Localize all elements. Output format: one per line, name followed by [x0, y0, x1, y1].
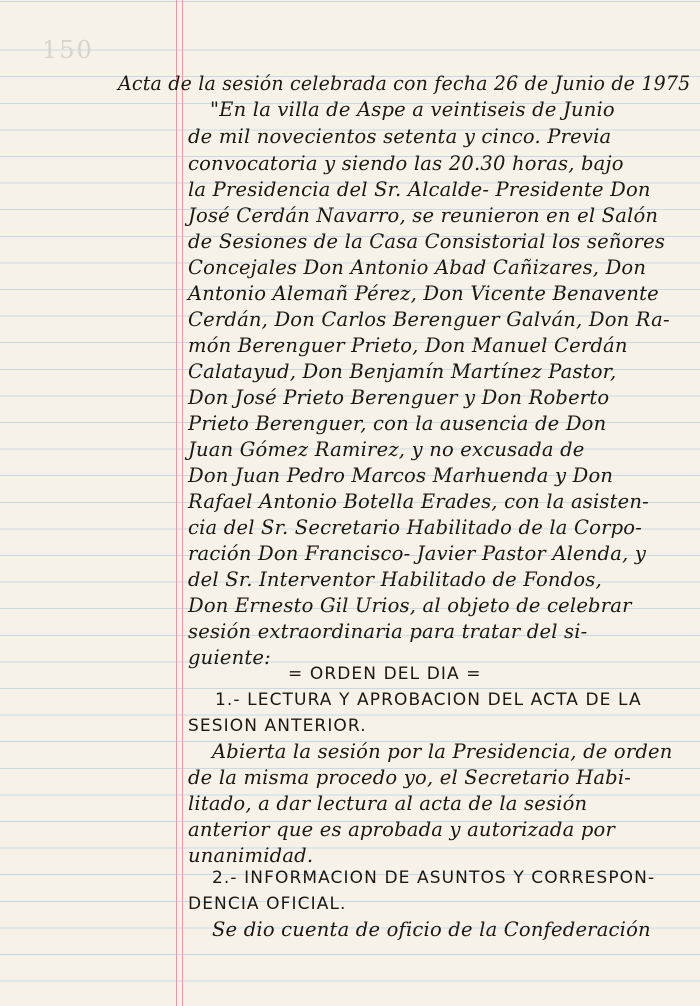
text-line: guiente: [188, 646, 271, 669]
text-line: "En la villa de Aspe a veintiseis de Junio [210, 98, 615, 121]
agenda-item-heading: 2.- INFORMACION DE ASUNTOS Y CORRESPON- [212, 868, 656, 888]
text-line: Rafael Antonio Botella Erades, con la asisten- [188, 490, 649, 513]
text-line: Juan Gómez Ramirez, y no excusada de [188, 438, 585, 461]
text-line: Don Ernesto Gil Urios, al objeto de celebrar [188, 594, 632, 617]
text-line: Concejales Don Antonio Abad Cañizares, Don [188, 256, 647, 279]
margin-line-right [182, 0, 183, 1006]
agenda-item-heading: 1.- LECTURA Y APROBACION DEL ACTA DE LA [215, 690, 642, 710]
text-line: món Berenguer Prieto, Don Manuel Cerdán [188, 334, 628, 357]
text-line: anterior que es aprobada y autorizada por [188, 818, 615, 841]
text-line: sesión extraordinaria para tratar del si- [188, 620, 588, 643]
text-line: de la misma procedo yo, el Secretario Habi- [188, 766, 632, 789]
text-line: Acta de la sesión celebrada con fecha 26 de Junio de 1975 [118, 72, 691, 95]
text-line: ración Don Francisco- Javier Pastor Alenda, y [188, 542, 647, 565]
text-line: Antonio Alemañ Pérez, Don Vicente Benavente [188, 282, 659, 305]
page-number: 150 [42, 36, 94, 64]
margin-line-left [176, 0, 177, 1006]
agenda-item-heading: SESION ANTERIOR. [188, 716, 367, 736]
agenda-item-heading: DENCIA OFICIAL. [188, 894, 347, 914]
text-line: Se dio cuenta de oficio de la Confederación [212, 918, 651, 941]
text-line: cia del Sr. Secretario Habilitado de la Corpo- [188, 516, 642, 539]
text-line: de Sesiones de la Casa Consistorial los señores [188, 230, 666, 253]
text-line: Calatayud, Don Benjamín Martínez Pastor, [188, 360, 617, 383]
text-line: Don José Prieto Berenguer y Don Roberto [188, 386, 610, 409]
text-line: José Cerdán Navarro, se reunieron en el Salón [188, 204, 659, 227]
text-line: Cerdán, Don Carlos Berenguer Galván, Don Ra- [188, 308, 670, 331]
text-line: unanimidad. [188, 844, 314, 867]
text-line: Abierta la sesión por la Presidencia, de orden [212, 740, 673, 763]
text-line: Prieto Berenguer, con la ausencia de Don [188, 412, 607, 435]
text-line: litado, a dar lectura al acta de la sesión [188, 792, 588, 815]
agenda-heading: = ORDEN DEL DIA = [288, 664, 482, 684]
text-line: convocatoria y siendo las 20.30 horas, bajo [188, 152, 624, 175]
text-line: del Sr. Interventor Habilitado de Fondos, [188, 568, 602, 591]
text-line: la Presidencia del Sr. Alcalde- Presidente Don [188, 178, 651, 201]
text-line: de mil novecientos setenta y cinco. Previa [188, 125, 612, 148]
text-line: Don Juan Pedro Marcos Marhuenda y Don [188, 464, 614, 487]
